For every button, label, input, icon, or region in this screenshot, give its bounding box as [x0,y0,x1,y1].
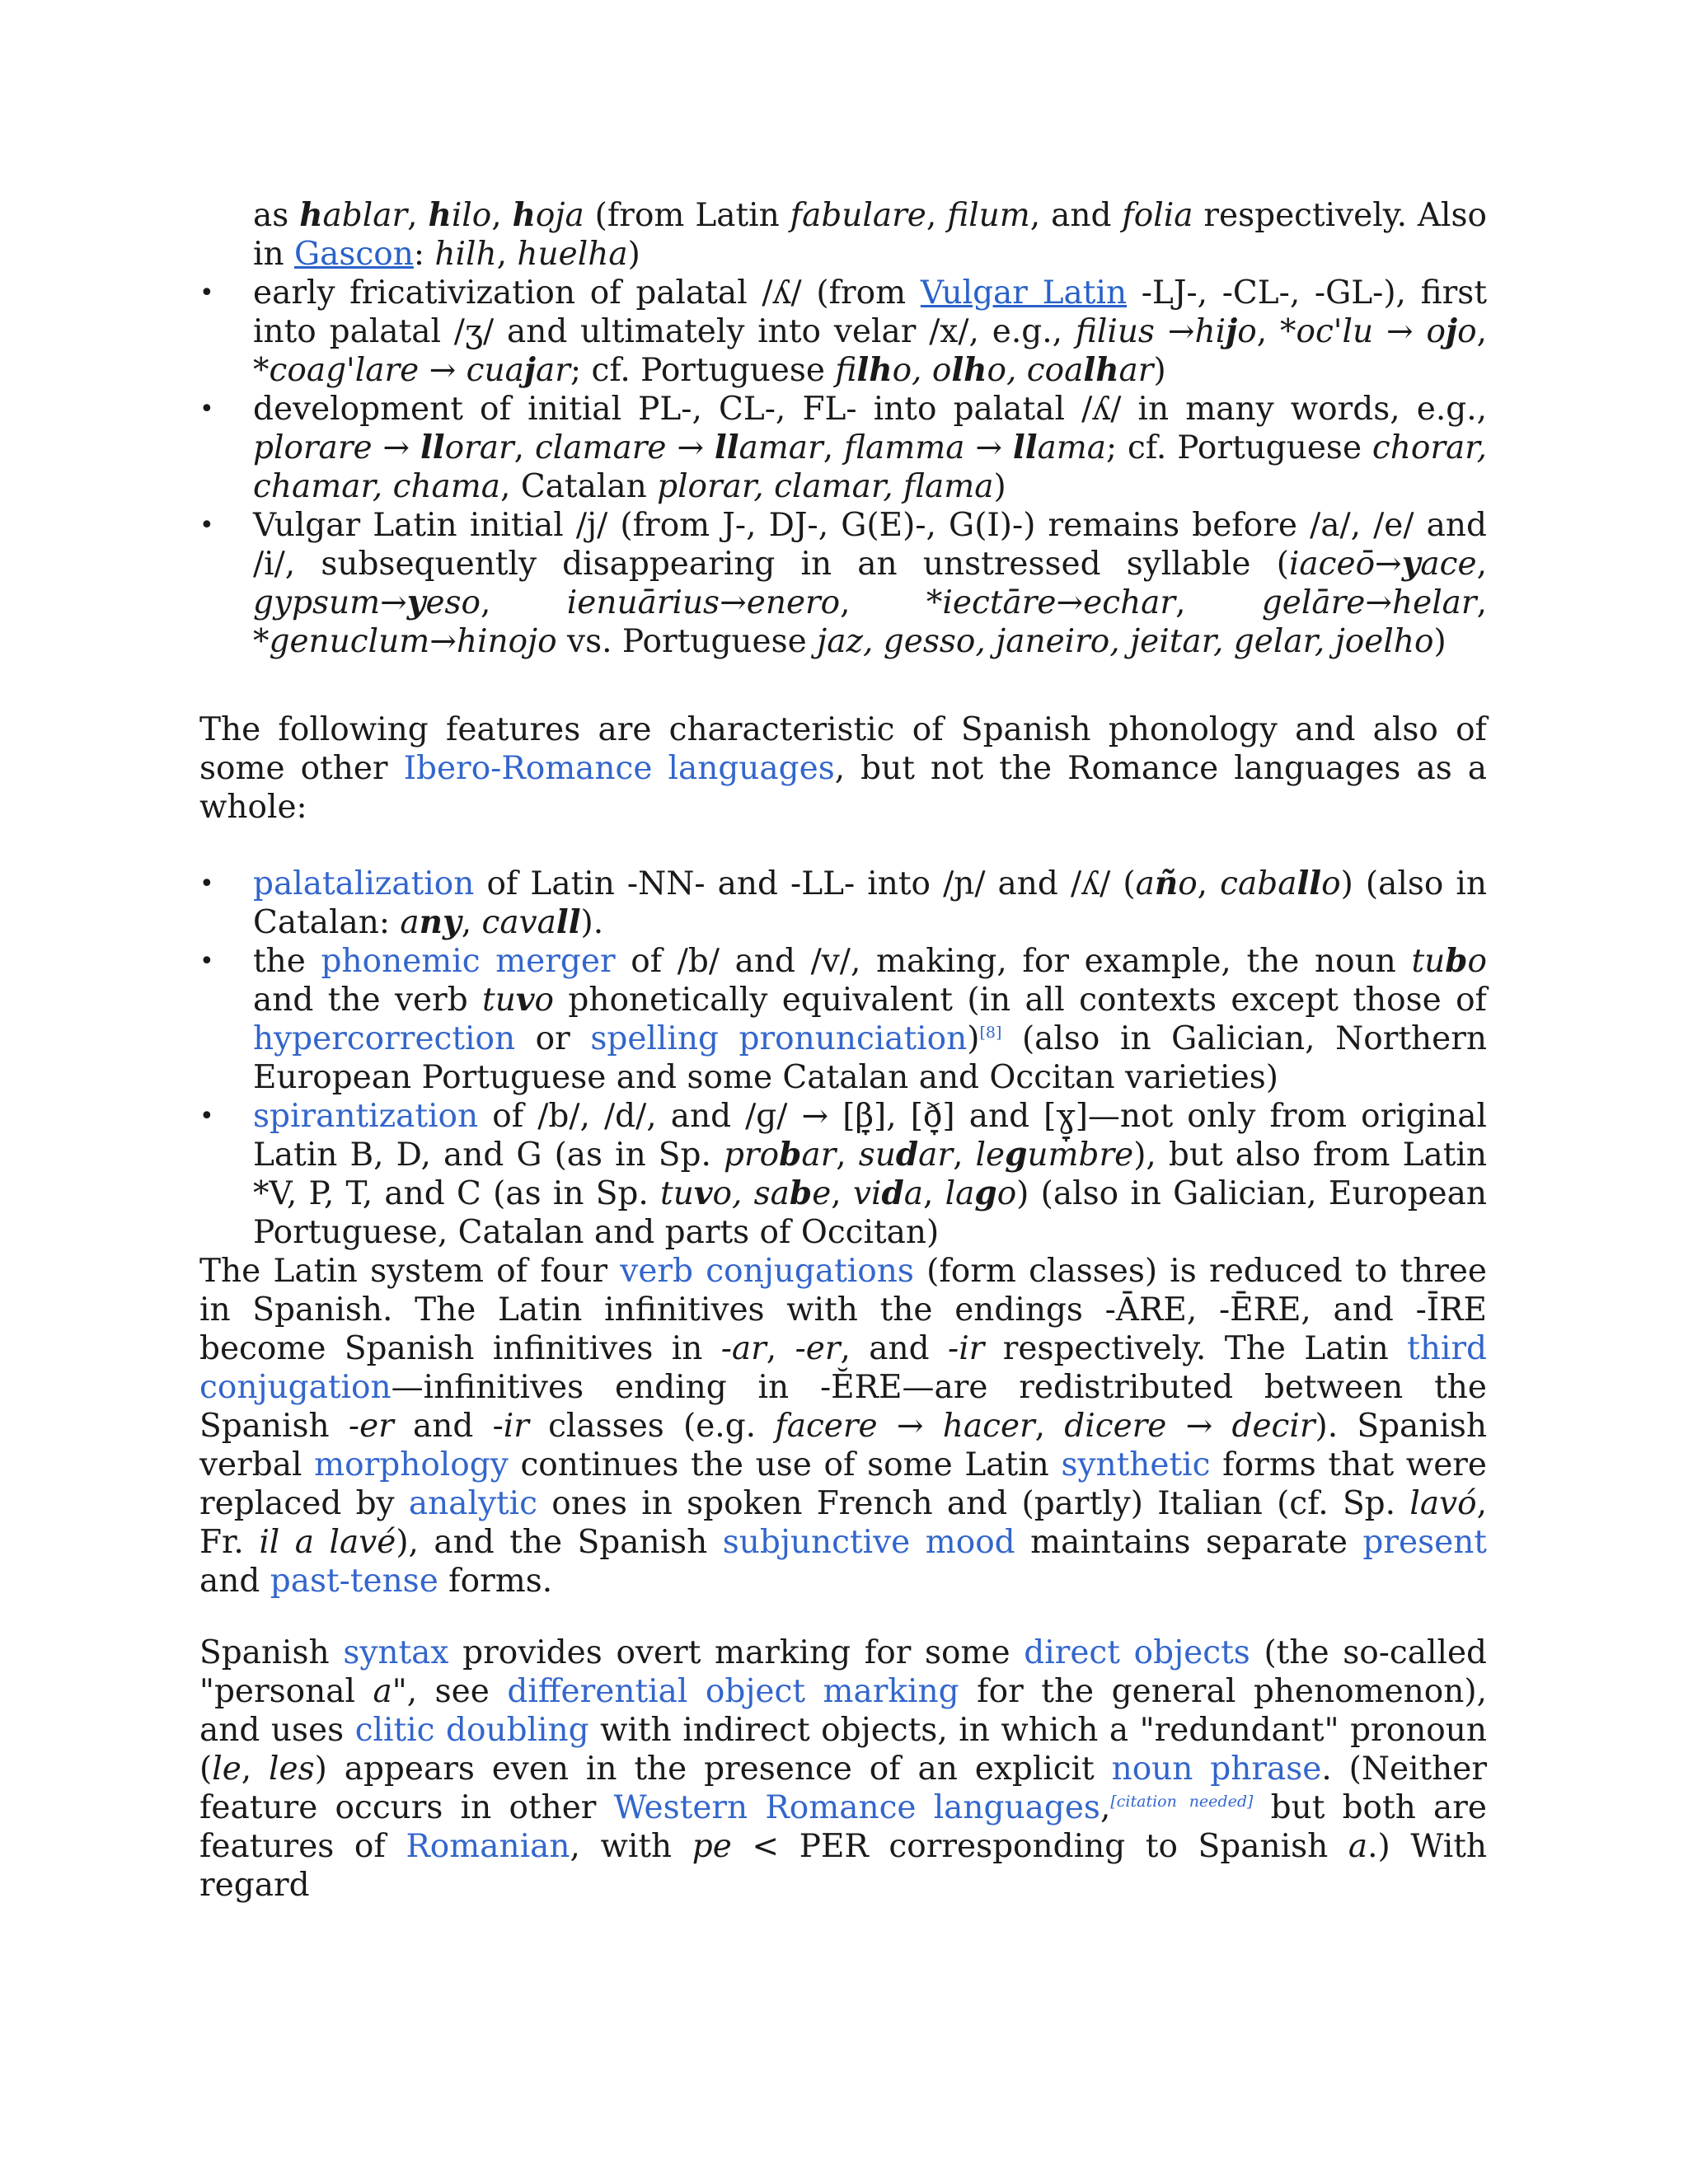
text: , [831,1175,853,1212]
text: j [523,351,537,389]
text: as [253,197,300,234]
text: ir [503,1408,529,1445]
text: vs. Portuguese [556,623,818,660]
text: ). Spanish verbal [199,1408,1488,1483]
text: d [895,1136,919,1174]
text: plorar, clamar, flama [657,468,994,505]
document-page [199,196,1487,1905]
link-clitic-doubling[interactable]: clitic doubling [354,1712,589,1749]
text: -er [348,1408,394,1445]
link-syntax[interactable]: syntax [343,1634,449,1671]
text: o, coa [987,352,1084,389]
list-item-h-words [199,196,1487,274]
link-spelling-pronunciation[interactable]: spelling pronunciation [590,1020,968,1057]
text: fabulare [790,197,926,234]
text: , [1476,546,1487,583]
text: y [406,583,426,621]
text: ar [1118,352,1154,389]
text: , Catalan [500,468,658,505]
text: classes (e.g. [528,1408,776,1445]
text: vi [852,1175,882,1212]
text: -er [795,1330,841,1367]
text: o [996,1175,1017,1212]
text: ). [580,904,604,941]
link-subjunctive-mood[interactable]: subjunctive mood [722,1524,1015,1561]
text: huelha [517,236,628,273]
text: h [512,196,536,234]
text: ", see [392,1673,508,1710]
list-item-palatal-development [199,390,1487,506]
text: forms. [438,1563,553,1600]
text: ilo [451,197,492,234]
text: forms that were replaced by [199,1446,1487,1522]
paragraph-syntax [199,1633,1487,1905]
text: v [515,981,535,1019]
text: h [299,196,323,234]
text: tu [1411,943,1446,980]
text: of /b/ and /v/, making, for example, the noun [615,943,1412,980]
text: (the so-called "personal [199,1634,1487,1710]
text: *coag'lare → cua [253,352,524,389]
text: chorar, chamar, chama [253,429,1488,505]
link-third-conjugation[interactable]: third conjugation [199,1330,1488,1406]
text: for the general phenomenon), and uses [199,1673,1487,1749]
text: —infinitives ending in -ĔRE—are redistributed between the Spanish [199,1369,1487,1445]
list-item-phonemic-merger [199,942,1487,1097]
link-phonemic-merger[interactable]: phonemic merger [321,943,616,980]
text: ll [556,903,581,941]
text: a [1348,1828,1368,1865]
text: The Latin system of four [199,1253,621,1290]
text: lh [856,351,893,389]
text: oja [535,197,584,234]
text: pro [723,1137,780,1174]
text: . (Neither feature occurs in other [199,1750,1488,1826]
text: ar [801,1137,837,1174]
text: respectively. The Latin [984,1330,1408,1367]
list-item-palatalization [199,865,1487,942]
link-romanian[interactable]: Romanian [406,1828,570,1865]
text: , [496,236,518,273]
text: , [953,1137,976,1174]
text: filius →hi [1075,313,1226,350]
link-morphology[interactable]: morphology [314,1446,509,1483]
text: g [1005,1136,1028,1174]
text: amar [738,429,823,466]
text: plorare → [253,429,420,466]
text: , [923,1175,945,1212]
text: o [1321,865,1341,902]
text: , [1034,1408,1065,1445]
text: , [1476,313,1488,350]
text: lh [1083,351,1119,389]
text: , but not the Romance languages as a whole: [199,750,1487,826]
text: jaz, gesso, janeiro, jeitar, gelar, joelho [817,623,1434,660]
text: eso [425,584,481,621]
text: , [481,584,567,621]
text: maintains separate [1015,1524,1363,1561]
text: ), but also from Latin *V, P, T, and C (as in Sp. [253,1137,1488,1212]
text: provides overt marking for some [448,1634,1025,1671]
text: , [491,197,513,234]
text: dicere → decir [1064,1408,1315,1445]
text: o, o [892,352,952,389]
text: Vulgar Latin initial /j/ (from J-, DJ-, G(E)-, G(I)-) remains before /a/, /e/ and /i/, subsequently disappearing in an unstressed syllable ( [253,507,1487,583]
text: gelāre→helar [1261,584,1477,621]
text: sa [753,1175,790,1212]
text: ienuārius→enero [566,584,841,621]
link-present[interactable]: present [1362,1524,1487,1561]
text: , [1256,313,1280,350]
link-gascon[interactable]: Gascon [294,236,414,273]
text: ; cf. Portuguese [1106,429,1372,466]
text: , [241,1750,270,1788]
text: cava [481,904,556,941]
text: : [413,236,435,273]
text: , [823,429,844,466]
text: hilh [434,236,497,273]
text: (also in Galician, Northern European Portuguese and some Catalan and Occitan varieties) [253,1020,1487,1096]
text: il a lavé [259,1524,396,1561]
text: *genuclum→hinojo [253,623,557,660]
text: ace [1420,546,1477,583]
text: a [373,1673,392,1710]
text: Spanish [199,1634,344,1671]
text: , [836,1137,859,1174]
text: , and [1029,197,1123,234]
text: b [1445,942,1468,980]
text: or [515,1020,591,1057]
text: but both are features of [199,1789,1488,1865]
text: ones in spoken French and (partly) Italian (cf. Sp. [537,1485,1410,1522]
text: , and [840,1330,949,1367]
link-palatalization[interactable]: palatalization [253,865,475,902]
text: clamare → [534,429,715,466]
link-past-tense[interactable]: past-tense [270,1563,438,1600]
text: respectively. Also in [253,197,1488,273]
text: o [1457,313,1477,350]
footnote-8-link[interactable]: [8] [979,1024,1002,1042]
text: ny [419,903,462,941]
link-hypercorrection[interactable]: hypercorrection [253,1020,516,1057]
text: les [269,1750,315,1788]
list-item-initial-j [199,506,1487,661]
text: orar [444,429,514,466]
text: o [534,982,554,1019]
text: gypsum→ [253,584,407,621]
text: , [840,584,926,621]
text: ; cf. Portuguese [570,352,836,389]
text: facere → hacer [775,1408,1035,1445]
text: ) (also in Catalan: [253,865,1487,941]
text: , [461,904,482,941]
link-noun-phrase[interactable]: noun phrase [1111,1750,1322,1788]
text: o [1237,313,1257,350]
text: , [926,197,948,234]
text: j [1446,312,1458,350]
link-synthetic[interactable]: synthetic [1061,1446,1211,1483]
text: ) [967,1020,980,1057]
text: su [858,1137,896,1174]
text: ) appears even in the presence of an explicit [314,1750,1112,1788]
text: ll [420,429,445,466]
text: early fricativization of palatal /ʎ/ (from [253,274,921,312]
text: < PER corresponding to Spanish [731,1828,1348,1865]
text: d [881,1174,904,1212]
text: ñ [1154,865,1179,902]
link-vulgar-latin[interactable]: Vulgar Latin [920,274,1128,312]
text: and the verb [253,982,483,1019]
paragraph-features-intro [199,710,1487,827]
text: caba [1220,865,1297,902]
text: (form classes) is reduced to three in Spanish. The Latin infinitives with the endings -ĀRE, -ĒRE, and -ĪRE become Spanish infinitives in [199,1253,1487,1367]
text: e [812,1175,832,1212]
text: lh [951,351,987,389]
text: , [513,429,535,466]
text: j [1226,312,1238,350]
text: ll [1296,865,1322,902]
link-verb-conjugations[interactable]: verb conjugations [620,1253,914,1290]
text: , [1197,865,1221,902]
list-item-fricativization [199,274,1487,390]
text: y [1401,545,1421,583]
text: , Fr. [199,1485,1487,1561]
text: ll [714,429,739,466]
features-list [199,865,1487,1252]
text: *oc'lu → o [1279,313,1446,350]
text: iaceō→ [1288,546,1402,583]
text: , [407,197,429,234]
text: -ar [720,1330,767,1367]
text: o [1467,943,1487,980]
text: (from Latin [584,197,790,234]
text: tu [482,982,516,1019]
text: le [975,1137,1006,1174]
text: lavó [1409,1485,1477,1522]
text: umbre [1027,1137,1134,1174]
citation-needed-link[interactable]: [citation needed] [1110,1793,1254,1811]
text: continues the use of some Latin [508,1446,1062,1483]
text: .) With regard [199,1828,1487,1904]
text: a [1135,865,1155,902]
text: filum [947,197,1030,234]
text: development of initial PL-, CL-, FL- into palatal /ʎ/ in many words, e.g., [253,391,1487,428]
text: a [903,1175,924,1212]
text: o [1178,865,1198,902]
text: ar [918,1137,954,1174]
text: fi [835,352,857,389]
text: -LJ-, -CL-, -GL-), first into palatal /ʒ/ and ultimately into velar /x/, e.g., [253,274,1487,350]
text: of Latin -NN- and -LL- into /ɲ/ and /ʎ/ ( [474,865,1136,902]
text: , with [570,1828,692,1865]
text: tu [660,1175,694,1212]
text: of /b/, /d/, and /ɡ/ → [β̞], [ð̞] and [ɣ̞]—not only from original Latin B, D, and G (as in Sp. [253,1098,1487,1174]
text: ll [1012,429,1038,466]
text: phonetically equivalent (in all contexts except those of [554,982,1487,1019]
paragraph-verb-conjugations [199,1252,1487,1601]
link-western-romance-languages[interactable]: Western Romance languages [613,1789,1100,1826]
link-analytic[interactable]: analytic [408,1485,537,1522]
text: The following features are characteristic of Spanish phonology and also of some other [199,711,1487,787]
list-item-spirantization [199,1097,1487,1252]
text: -ir [948,1330,985,1367]
text: folia [1122,197,1193,234]
text: o, [712,1175,754,1212]
text: b [779,1136,802,1174]
sound-change-list [199,196,1487,661]
text: *iectāre→echar [926,584,1176,621]
link-direct-objects[interactable]: direct objects [1024,1634,1250,1671]
text: ) [627,236,640,273]
text: , [1476,584,1487,621]
text: with indirect objects, in which a "redundant" pronoun ( [199,1712,1488,1788]
text: the [253,943,321,980]
text: ama [1037,429,1107,466]
text: v [693,1174,713,1212]
text: a [400,904,420,941]
link-differential-object-marking[interactable]: differential object marking [507,1673,959,1710]
text: g [974,1174,997,1212]
text: , [1100,1789,1111,1826]
text: ablar [322,197,408,234]
text: flamma → [843,429,1013,466]
text: and - [393,1408,504,1445]
text: pe [692,1828,732,1865]
text: la [945,1175,975,1212]
text: le [212,1750,241,1788]
link-spirantization[interactable]: spirantization [253,1098,479,1135]
text: ar [536,352,570,389]
text: ) (also in Galician, European Portuguese, Catalan and parts of Occitan) [253,1175,1487,1251]
text: ) [993,468,1006,505]
text: b [789,1174,813,1212]
text: , [766,1330,795,1367]
text: , [1175,584,1262,621]
text: ) [1153,352,1166,389]
text: h [428,196,452,234]
text: ), and the Spanish [396,1524,723,1561]
link-ibero-romance-languages[interactable]: Ibero-Romance languages [403,750,835,787]
text: and [199,1563,270,1600]
text: ) [1433,623,1447,660]
